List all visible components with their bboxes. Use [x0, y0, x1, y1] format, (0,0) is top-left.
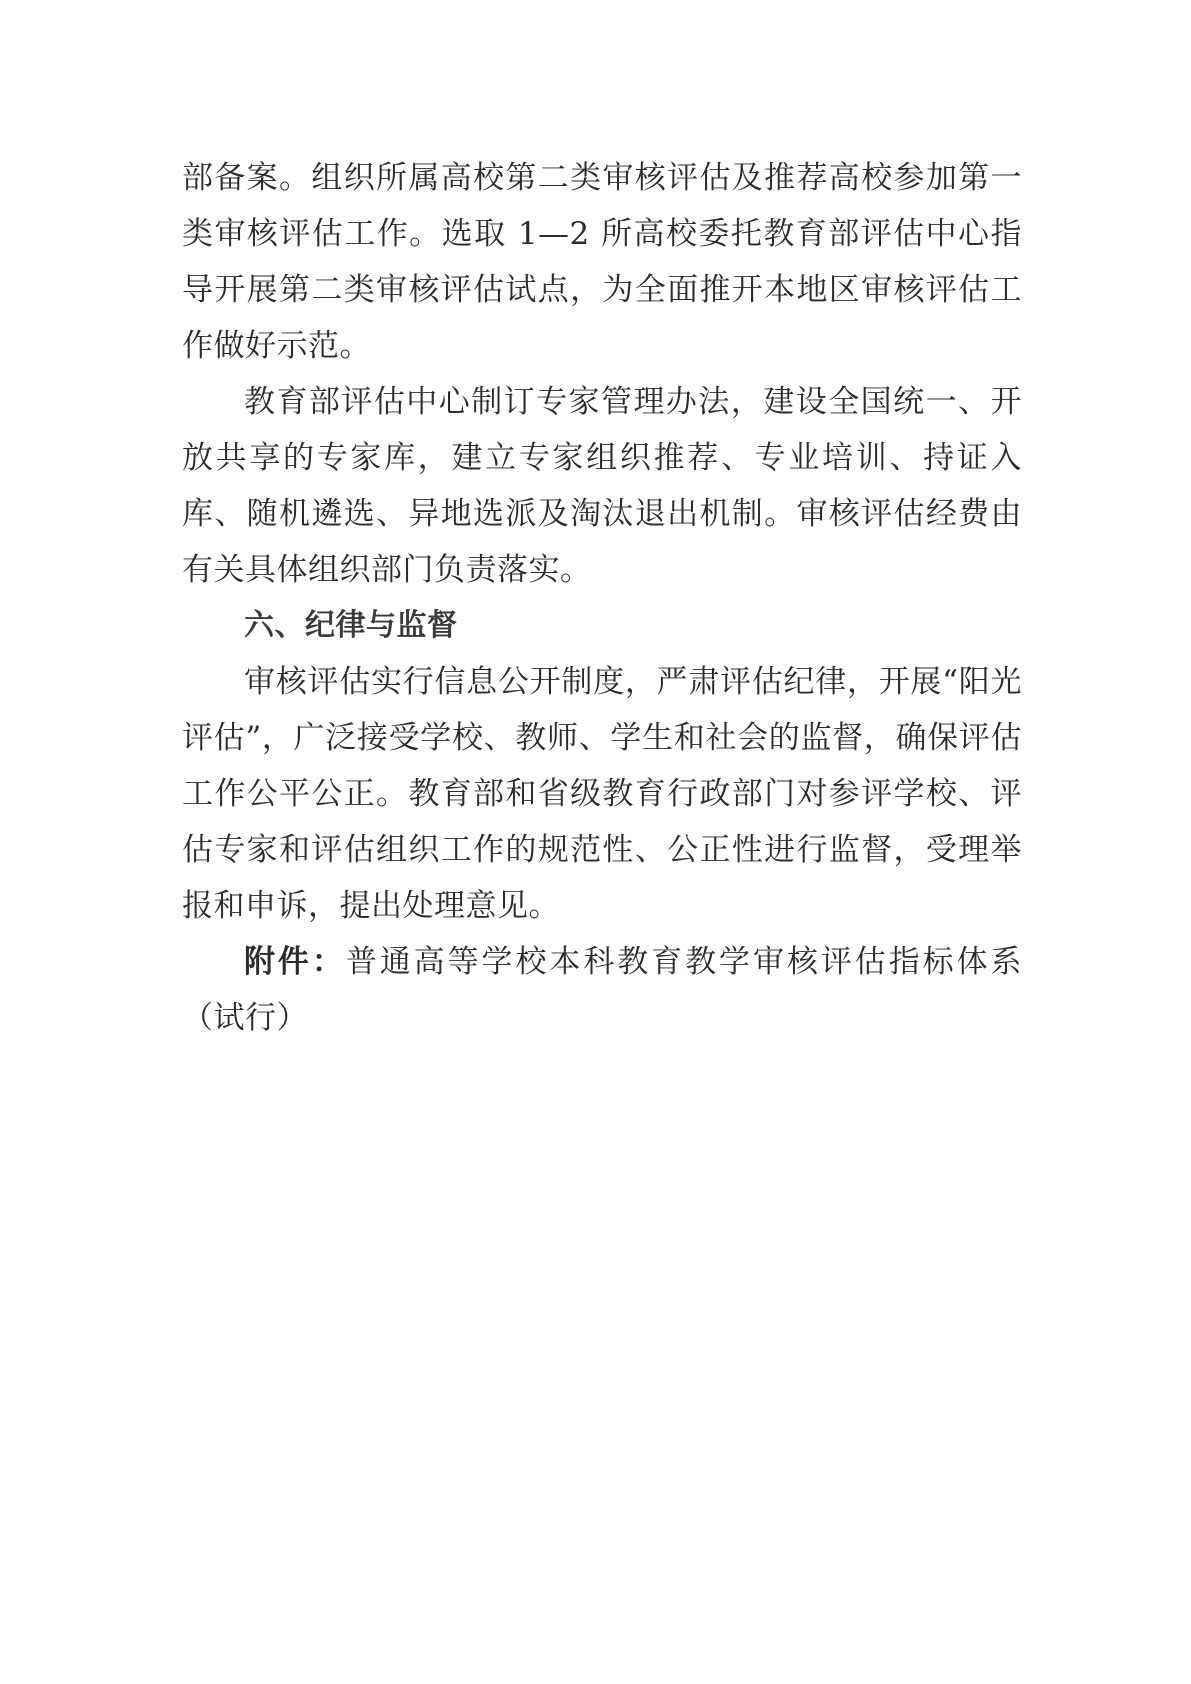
attachment-line: [182, 934, 1022, 1046]
paragraph-supervision: 审核评估实行信息公开制度，严肃评估纪律，开展“阳光评估”，广泛接受学校、教师、学生和社会的监督，确保评估工作公平公正。教育部和省级教育行政部门对参评学校、评估专家和评估组织工作的规范性、公正性进行监督，受理举报和申诉，提出处理意见。: [182, 664, 1022, 924]
section-heading-discipline: 六、纪律与监督: [244, 608, 458, 643]
paragraph-filing: 部备案。组织所属高校第二类审核评估及推荐高校参加第一类审核评估工作。选取 1—2 所高校委托教育部评估中心指导开展第二类审核评估试点，为全面推开本地区审核评估工作做好示范。: [182, 160, 1022, 364]
paragraph-expert-management: 教育部评估中心制订专家管理办法，建设全国统一、开放共享的专家库，建立专家组织推荐、专业培训、持证入库、随机遴选、异地选派及淘汰退出机制。审核评估经费由有关具体组织部门负责落实。: [182, 384, 1022, 588]
attachment-title: 普通高等学校本科教育教学审核评估指标体系（试行）: [182, 944, 1022, 1036]
attachment-label: 附件：: [244, 944, 346, 980]
document-body: [182, 150, 1022, 1046]
